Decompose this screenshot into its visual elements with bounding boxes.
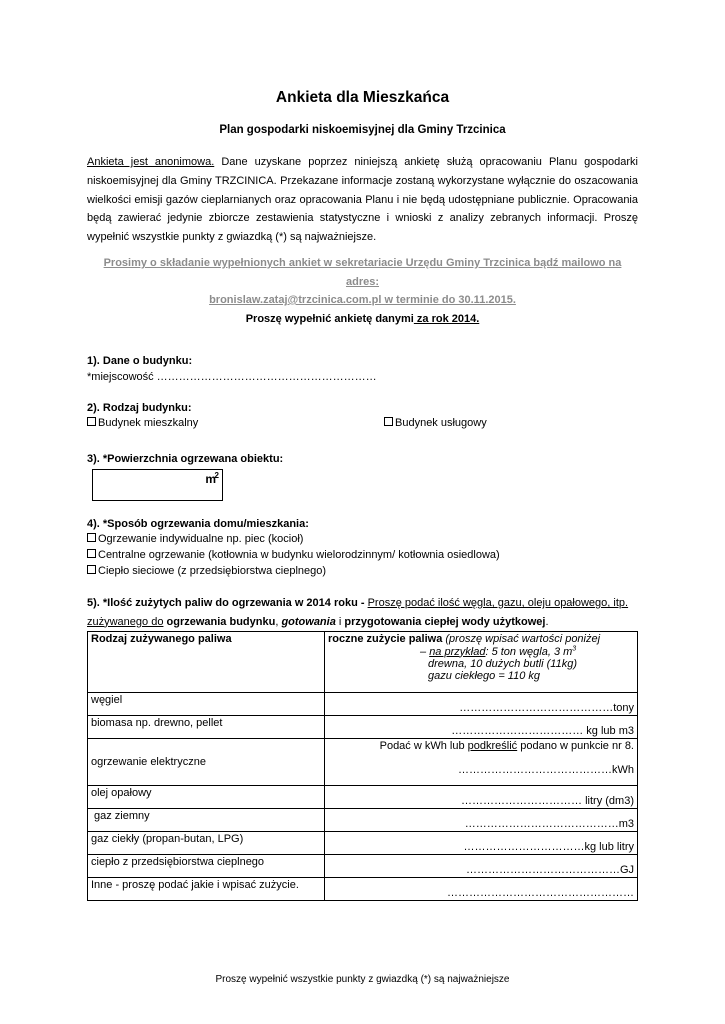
table-row: olej opałowy …………………………… litry (dm3) [88, 786, 638, 809]
year-instruction-year: za rok 2014. [413, 313, 480, 325]
page-subtitle: Plan gospodarki niskoemisyjnej dla Gminy Trzcinica [219, 124, 506, 136]
locality-field[interactable]: *miejscowość …………………………………………………… [87, 371, 377, 383]
heating-option-central[interactable]: Centralne ogrzewanie (kotłownia w budynku wielorodzinnym/ kotłownia osiedlowa) [87, 549, 500, 561]
page-footer: Proszę wypełnić wszystkie punkty z gwiazdką (*) są najważniejsze [215, 974, 510, 985]
table-row: gaz ziemny ……………………………………m3 [88, 809, 638, 832]
intro-anonymous: Ankieta jest anonimowa. [87, 156, 215, 168]
fuel-consumption-table [87, 631, 638, 901]
page-title: Ankieta dla Mieszkańca [275, 89, 450, 106]
intro-paragraph [87, 153, 638, 247]
residential-label: Budynek mieszkalny [98, 417, 199, 429]
district-checkbox[interactable] [87, 565, 96, 574]
table-header-row [88, 632, 638, 693]
section-5-heading: 5). *Ilość zużytych paliw do ogrzewania w 2014 roku - Proszę podać ilość węgla, gazu, oleju opałowego, itp. zużywanego do ogrzewania budynku, gotowania i przygotowania ciepłej wody użytkowej. [87, 597, 629, 628]
residential-building-option[interactable] [87, 417, 198, 429]
fuel-value-oil[interactable]: …………………………… litry (dm3) [325, 786, 638, 809]
fuel-value-electric[interactable]: Podać w kWh lub podkreślić podano w punkcie nr 8. ……………………………………kWh [325, 739, 638, 786]
service-label: Budynek usługowy [395, 417, 487, 429]
residential-checkbox[interactable] [87, 417, 96, 426]
intro-text: Dane uzyskane poprzez niniejszą ankietę służą opracowaniu Planu gospodarki niskoemisyjnej dla Gminy TRZCINICA. Przekazane informacje zostaną wykorzystane wyłącznie do oszacowania wielkości emisji gazów cieplarnianych oraz opracowania Planu i nie będą udostępniane publicznie. Opracowania będą zawierać jedynie zbiorcze zestawienia statystyczne i wnioski z analizy zebranych informacji. Proszę wypełnić wszystkie punkty z gwiazdką (*) są najważniejsze. [87, 156, 638, 244]
header-annual-consumption: roczne zużycie paliwa (proszę wpisać wartości poniżej – na przykład: 5 ton węgla, 3 $m^3$ drewna, 10 dużych butli (11kg) gazu ciekłego = 110 kg [325, 632, 638, 693]
area-unit: m $^2$ [205, 471, 219, 486]
year-instruction [0, 313, 725, 325]
service-checkbox[interactable] [384, 417, 393, 426]
heating-option-individual[interactable]: Ogrzewanie indywidualne np. piec (kocioł) [87, 533, 303, 545]
notice-line-2: bronislaw.zataj@trzcinica.com.pl w terminie do 30.11.2015. [209, 294, 516, 306]
year-instruction-text: Proszę wypełnić ankietę danymi [245, 313, 414, 325]
table-row: ciepło z przedsiębiorstwa cieplnego ……………………………………GJ [88, 855, 638, 878]
table-row: biomasa np. drewno, pellet ……………………………… kg lub m3 [88, 716, 638, 739]
table-row: Inne - proszę podać jakie i wpisać zużycie. …………………………………………… [88, 878, 638, 901]
table-row: gaz ciekły (propan-butan, LPG) ……………………………kg lub litry [88, 832, 638, 855]
header-fuel-type: Rodzaj zużywanego paliwa [88, 632, 325, 693]
section-3-heading: 3). *Powierzchnia ogrzewana obiektu: [87, 453, 284, 465]
fuel-value-district-heat[interactable]: ……………………………………GJ [325, 855, 638, 878]
heated-area-input[interactable] [92, 469, 223, 501]
individual-checkbox[interactable] [87, 533, 96, 542]
fuel-value-coal[interactable]: ……………………………………tony [325, 693, 638, 716]
fuel-value-lpg[interactable]: ……………………………kg lub litry [325, 832, 638, 855]
section-4-heading: 4). *Sposób ogrzewania domu/mieszkania: [87, 518, 309, 530]
section-1-heading: 1). Dane o budynku: [87, 355, 193, 367]
section-2-heading: 2). Rodzaj budynku: [87, 402, 192, 414]
fuel-value-biomass[interactable]: ……………………………… kg lub m3 [325, 716, 638, 739]
heating-option-district[interactable]: Ciepło sieciowe (z przedsiębiorstwa cieplnego) [87, 565, 326, 577]
central-checkbox[interactable] [87, 549, 96, 558]
notice-line-1: Prosimy o składanie wypełnionych ankiet w sekretariacie Urzędu Gminy Trzcinica bądź mailowo na adres: [103, 257, 622, 288]
fuel-value-other[interactable]: …………………………………………… [325, 878, 638, 901]
service-building-option[interactable] [384, 417, 487, 429]
table-row: ogrzewanie elektryczne Podać w kWh lub podkreślić podano w punkcie nr 8. ……………………………………kWh [88, 739, 638, 786]
fuel-value-natural-gas[interactable]: ……………………………………m3 [325, 809, 638, 832]
table-row: węgiel ……………………………………tony [88, 693, 638, 716]
submission-notice [87, 254, 638, 310]
